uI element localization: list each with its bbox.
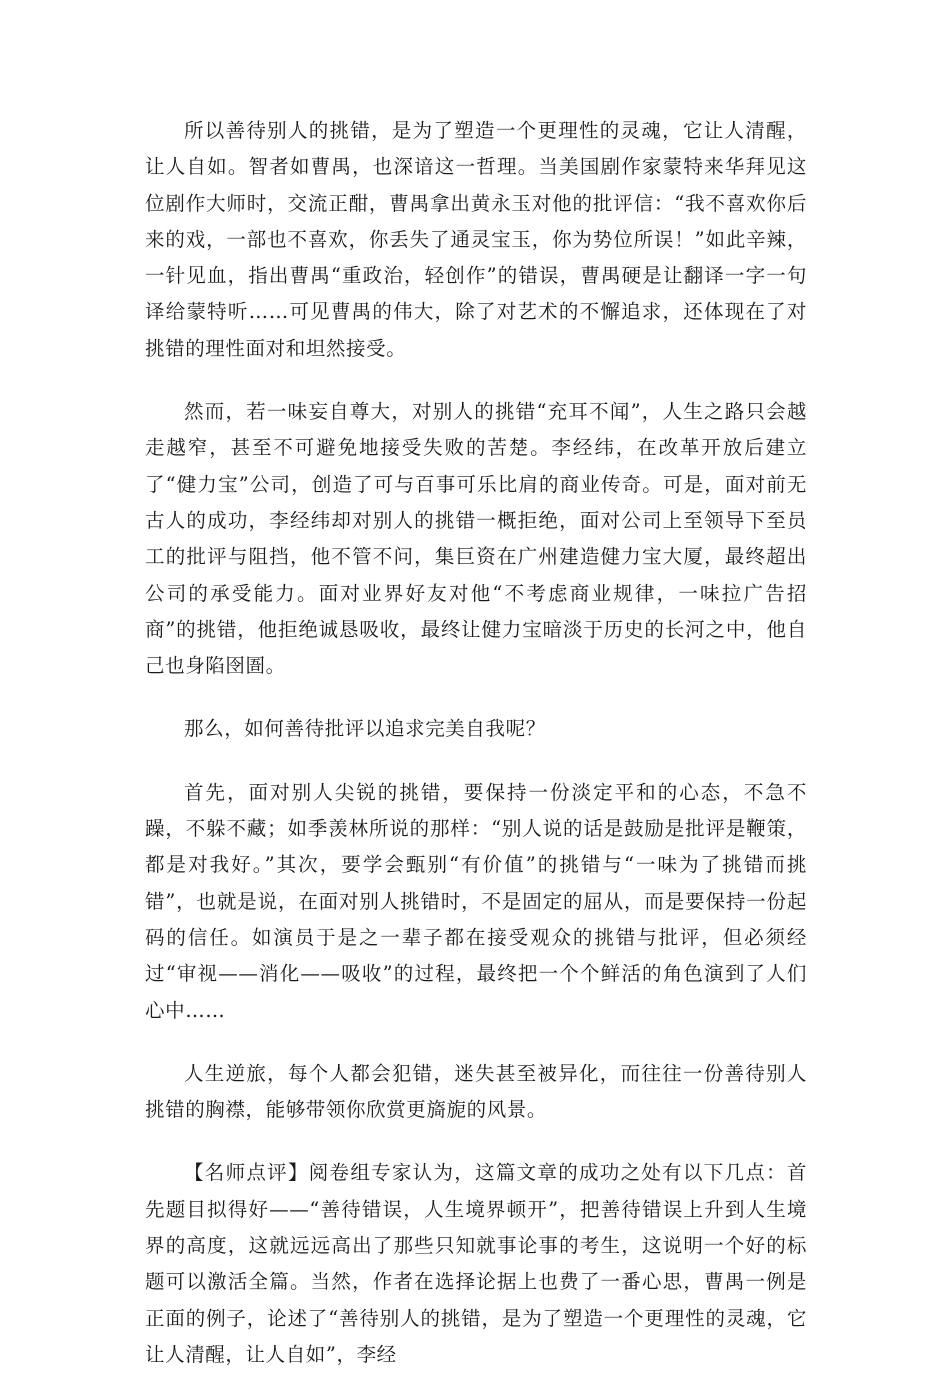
paragraph-lijingwei-example: 然而，若一味妄自尊大，对别人的挑错“充耳不闻”，人生之路只会越走越窄，甚至不可避免地接受失败的苦楚。李经纬，在改革开放后建立了“健力宝”公司，创造了可与百事可乐比肩的商业传奇。可是，面对前无古人的成功，李经纬却对别人的挑错一概拒绝，面对公司上至领导下至员工的批评与阻挡，他不管不问，集巨资在广州建造健力宝大厦，最终超出公司的承受能力。面对业界好友对他“不考虑商业规律，一味拉广告招商”的挑错，他拒绝诚恳吸收，最终让健力宝暗淡于历史的长河之中，他自己也身陷囹圄。 [145,400,807,678]
essay-body [145,113,807,1373]
paragraph-transition-question: 那么，如何善待批评以追求完美自我呢？ [184,717,546,741]
paragraph-caoyu-example: 所以善待别人的挑错，是为了塑造一个更理性的灵魂，它让人清醒，让人自如。智者如曹禺，也深谙这一哲理。当美国剧作家蒙特来华拜见这位剧作大师时，交流正酣，曹禺拿出黄永玉对他的批评信：“我不喜欢你后来的戏，一部也不喜欢，你丢失了通灵宝玉，你为势位所误！”如此辛辣，一针见血，指出曹禺“重政治，轻创作”的错误，曹禺硬是让翻译一字一句译给蒙特听……可见曹禺的伟大，除了对艺术的不懈追求，还体现在了对挑错的理性面对和坦然接受。 [145,119,807,360]
paragraph-conclusion: 人生逆旅，每个人都会犯错，迷失甚至被异化，而往往一份善待别人挑错的胸襟，能够带领你欣赏更旖旎的风景。 [145,1061,807,1122]
paragraph-teacher-comment: 【名师点评】阅卷组专家认为，这篇文章的成功之处有以下几点：首先题目拟得好——“善待错误，人生境界顿开”，把善待错误上升到人生境界的高度，这就远远高出了那些只知就事论事的考生，这说明一个好的标题可以激活全篇。当然，作者在选择论据上也费了一番心思，曹禺一例是正面的例子，论述了“善待别人的挑错，是为了塑造一个更理性的灵魂，它让人清醒，让人自如”，李经 [145,1161,807,1366]
paragraph-methods: 首先，面对别人尖锐的挑错，要保持一份淡定平和的心态，不急不躁，不躲不藏；如季羡林所说的那样：“别人说的话是鼓励是批评是鞭策，都是对我好。”其次，要学会甄别“有价值”的挑错与“一味为了挑错而挑错”，也就是说，在面对别人挑错时，不是固定的屈从，而是要保持一份起码的信任。如演员于是之一辈子都在接受观众的挑错与批评，但必须经过“审视——消化——吸收”的过程，最终把一个个鲜活的角色演到了人们心中…… [145,780,807,1022]
